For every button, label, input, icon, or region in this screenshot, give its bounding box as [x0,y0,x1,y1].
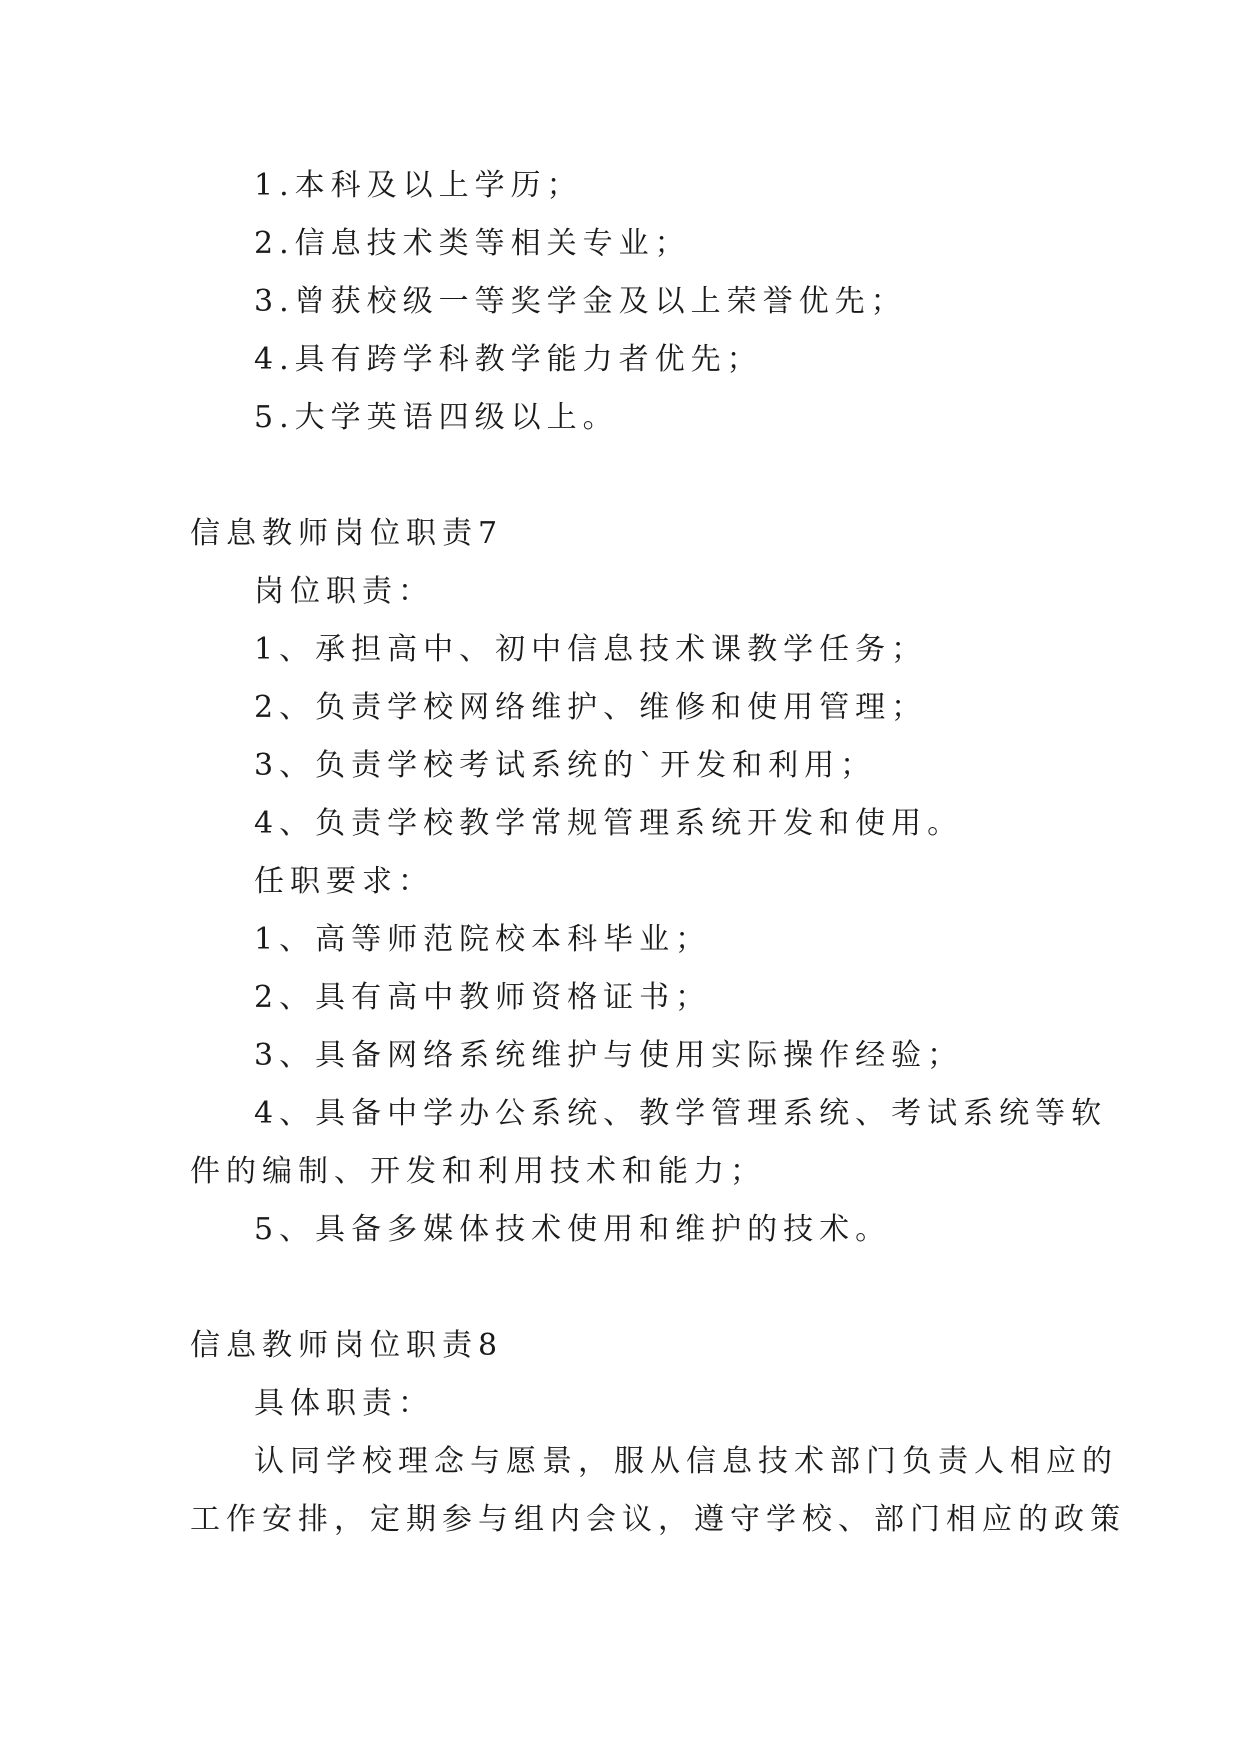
list-item: 1.本科及以上学历； [254,168,583,203]
requirement-item: 4、具备中学办公系统、教学管理系统、考试系统等软 [254,1096,1108,1131]
duties-heading: 具体职责： [254,1386,434,1421]
list-item: 5.大学英语四级以上。 [254,400,619,435]
section-title: 信息教师岗位职责7 [190,516,504,551]
paragraph-line: 认同学校理念与愿景，服从信息技术部门负责人相应的 [254,1444,1118,1479]
list-item: 3.曾获校级一等奖学金及以上荣誉优先； [254,284,907,319]
section-title: 信息教师岗位职责8 [190,1328,504,1363]
list-item: 2.信息技术类等相关专业； [254,226,691,261]
duty-item: 4、负责学校教学常规管理系统开发和使用。 [254,806,964,841]
requirement-item-continued: 件的编制、开发和利用技术和能力； [190,1154,766,1189]
paragraph-line: 工作安排，定期参与组内会议，遵守学校、部门相应的政策 [190,1502,1126,1537]
requirement-item: 1、高等师范院校本科毕业； [254,922,712,957]
requirement-item: 2、具有高中教师资格证书； [254,980,712,1015]
duty-item: 2、负责学校网络维护、维修和使用管理； [254,690,928,725]
duties-heading: 岗位职责： [254,574,434,609]
requirements-heading: 任职要求： [254,864,434,899]
requirement-item: 5、具备多媒体技术使用和维护的技术。 [254,1212,892,1247]
requirement-item: 3、具备网络系统维护与使用实际操作经验； [254,1038,964,1073]
duty-item: 3、负责学校考试系统的`开发和利用； [254,748,877,783]
list-item: 4.具有跨学科教学能力者优先； [254,342,763,377]
duty-item: 1、承担高中、初中信息技术课教学任务； [254,632,928,667]
